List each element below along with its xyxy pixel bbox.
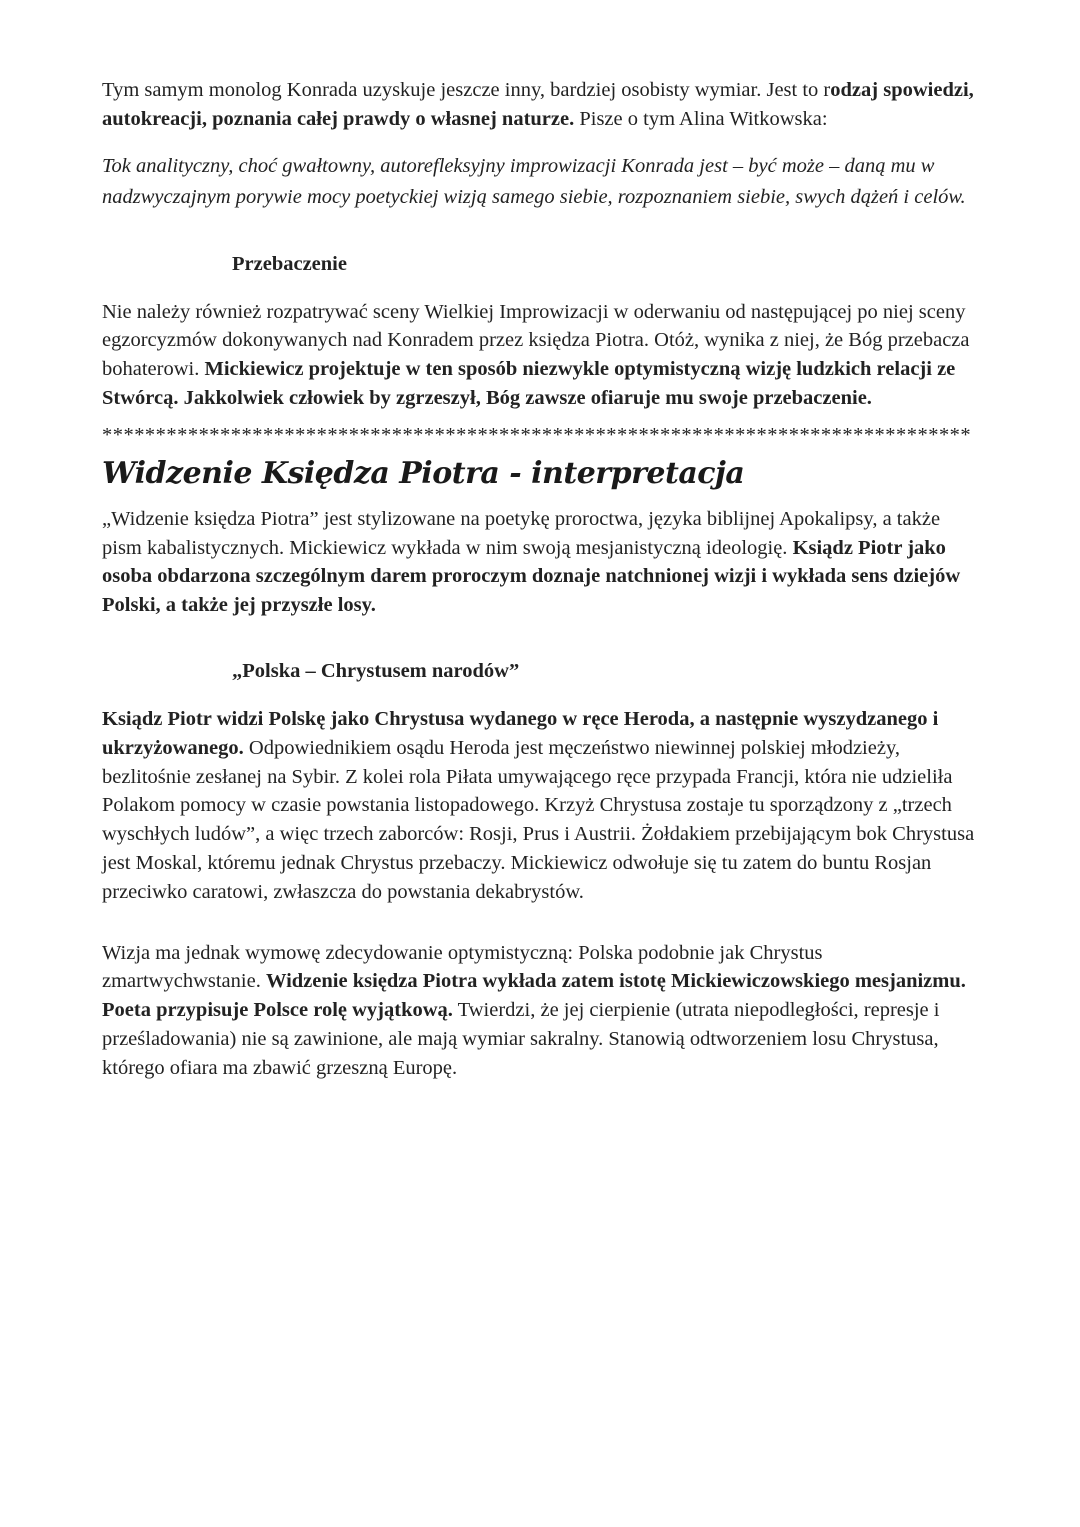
- paragraph-konrad-monolog: [102, 76, 982, 134]
- quote-witkowska: Tok analityczny, choć gwałtowny, autorefleksyjny improwizacji Konrada jest – być może – daną mu w nadzwyczajnym porywie mocy poetyckiej wizją samego siebie, rozpoznaniem siebie, swych dążeń i celów.: [102, 154, 966, 208]
- paragraph-bold-text: Widzenie księdza Piotra wykłada zatem istotę Mickiewiczowskiego mesjanizmu. Poeta przypisuje Polsce rolę wyjątkową.: [102, 970, 966, 1022]
- section-title: Widzenie Księdza Piotra - interpretacja: [102, 455, 745, 491]
- heading-polska-chrystusem: „Polska – Chrystusem narodów”: [232, 659, 520, 682]
- paragraph-text: „Widzenie księdza Piotra” jest stylizowane na poetykę proroctwa, języka biblijnej Apokalipsy, a także pism kabalistycznych. Mickiewicz wykłada w nim swoją mesjanistyczną ideologię.: [102, 507, 941, 559]
- paragraph-bold-text: odzaj spowiedzi, autokreacji, poznania całej prawdy o własnej naturze.: [102, 79, 974, 130]
- document-page: [102, 76, 982, 1083]
- paragraph-bold-text: Ksiądz Piotr widzi Polskę jako Chrystusa wydanego w ręce Heroda, a następnie wyszydzanego i ukrzyżowanego.: [102, 707, 939, 759]
- paragraph-widzenie-intro: [102, 505, 982, 620]
- paragraph-text: Odpowiednikiem osądu Heroda jest męczeństwo niewinnej polskiej młodzieży, bezlitośnie zesłanej na Sybir. Z kolei rola Piłata umywającego ręce przypada Francji, która nie udzieliła Polakom pomocy w czasie powstania listopadowego. Krzyż Chrystusa zostaje tu sporządzony z „trzech wyschłych ludów”, a więc trzech zaborców: Rosji, Prus i Austrii. Żołdakiem przebijającym bok Chrystusa jest Moskal, któremu jednak Chrystus przebaczy. Mickiewicz odwołuje się tu zatem do buntu Rosjan przeciwko caratowi, zwłaszcza do powstania dekabrystów.: [102, 736, 975, 903]
- separator-line: *********************************************************************************: [102, 423, 972, 446]
- paragraph-text: Twierdzi, że jej cierpienie (utrata niepodległości, represje i prześladowania) nie są zawinione, ale mają wymiar sakralny. Stanowią odtworzeniem losu Chrystusa, którego ofiara ma zbawić grzeszną Europę.: [102, 999, 940, 1079]
- paragraph-text: Pisze o tym Alina Witkowska:: [574, 107, 828, 130]
- paragraph-wizja-optymistyczna: [102, 939, 982, 1083]
- paragraph-bold-text: Mickiewicz projektuje w ten sposób niezwykle optymistyczną wizję ludzkich relacji ze Stwórcą. Jakkolwiek człowiek by zgrzeszył, Bóg zawsze ofiaruje mu swoje przebaczenie.: [102, 358, 956, 409]
- paragraph-polska-chrystus: [102, 705, 982, 907]
- paragraph-text: Tym samym monolog Konrada uzyskuje jeszcze inny, bardziej osobisty wymiar. Jest to r: [102, 79, 831, 101]
- paragraph-text: Wizja ma jednak wymowę zdecydowanie optymistyczną: Polska podobnie jak Chrystus zmartwychwstanie.: [102, 941, 823, 993]
- heading-przebaczenie: Przebaczenie: [232, 252, 347, 275]
- paragraph-text: Nie należy również rozpatrywać sceny Wielkiej Improwizacji w oderwaniu od następującej po niej sceny egzorcyzmów dokonywanych nad Konradem przez księdza Piotra. Otóż, wynika z niej, że Bóg przebacza bohaterowi.: [102, 300, 970, 381]
- paragraph-bold-text: Ksiądz Piotr jako osoba obdarzona szczególnym darem proroczym doznaje natchnionej wizji i wykłada sens dziejów Polski, a także jej przyszłe losy.: [102, 536, 961, 617]
- paragraph-przebaczenie: [102, 298, 982, 413]
